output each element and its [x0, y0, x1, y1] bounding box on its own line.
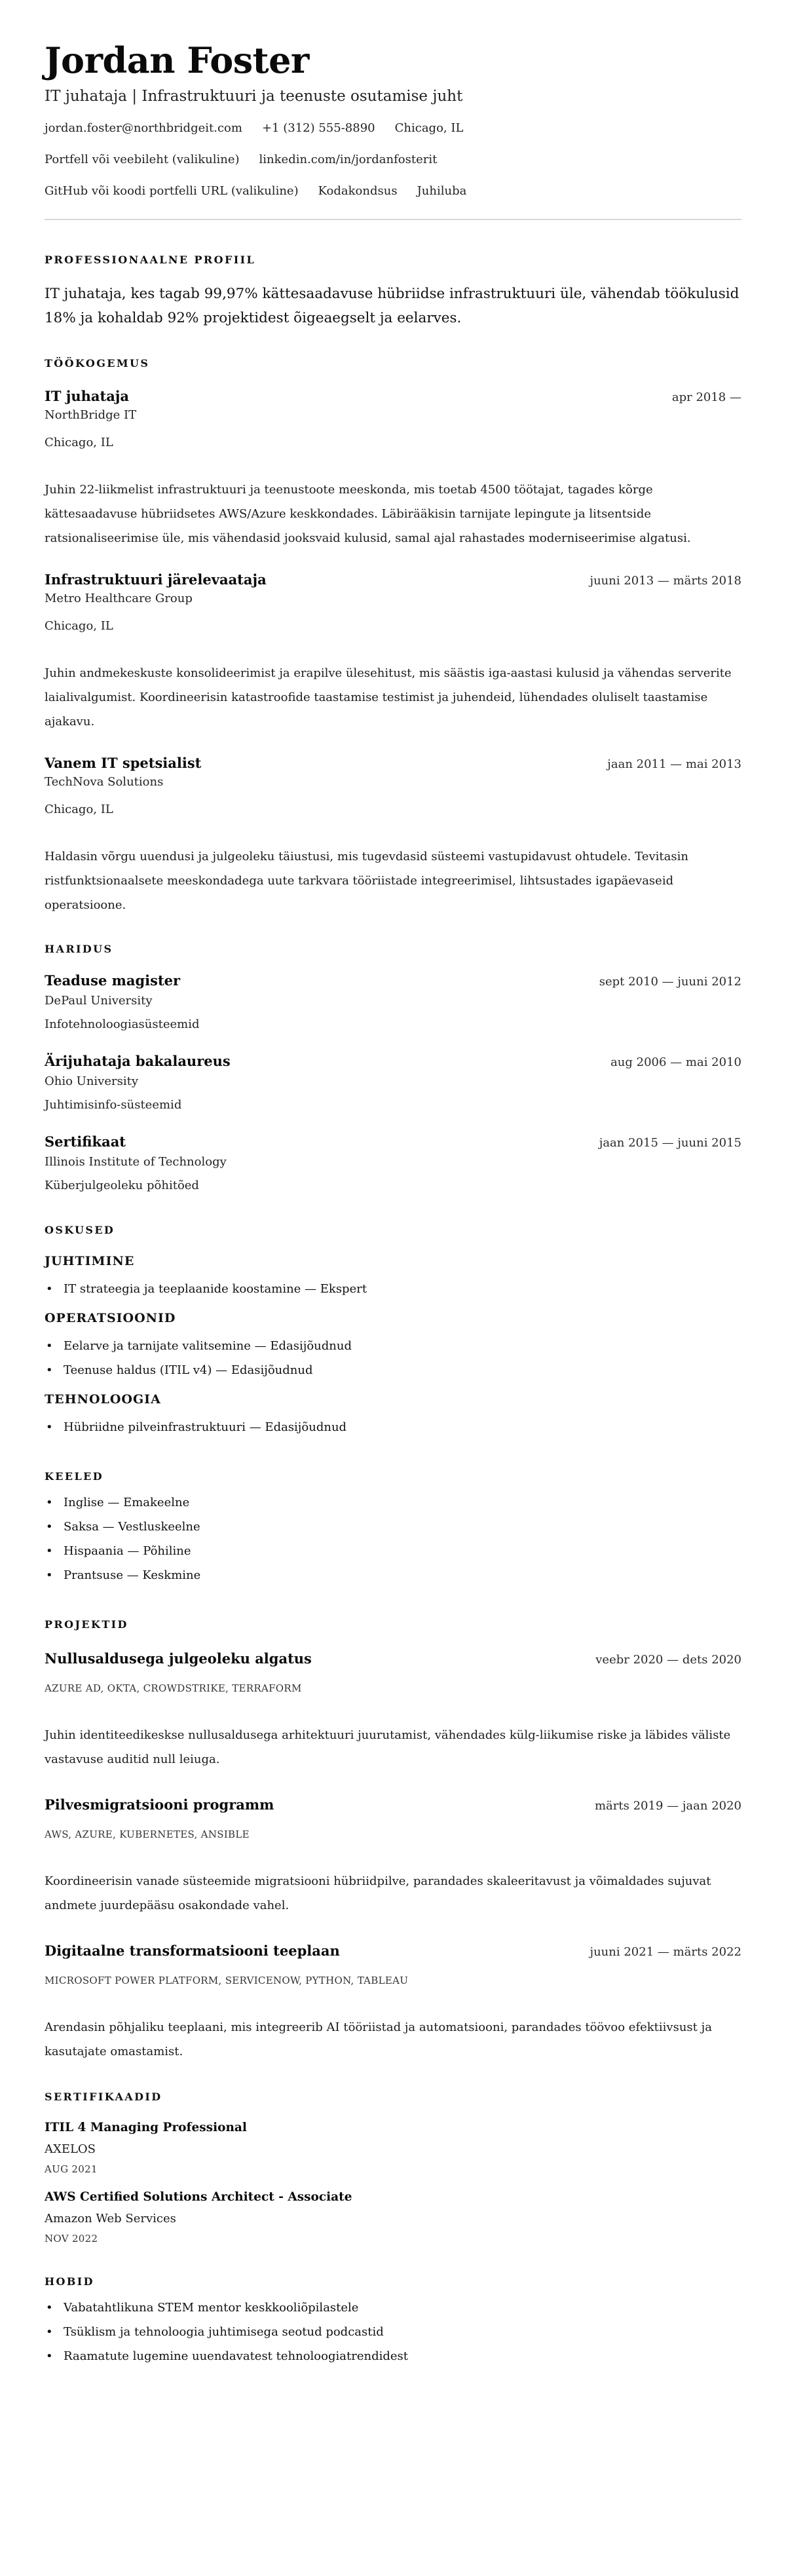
hobby-list [45, 2296, 741, 2368]
project-name: Pilvesmigratsiooni programm [45, 1796, 274, 1813]
job-location: Chicago, IL [45, 803, 113, 816]
skill-item: • Hübriidne pilveinfrastruktuuri — Edasijõudnud [45, 1415, 741, 1439]
language-list [45, 1490, 741, 1587]
field-of-study: Küberjulgeoleku põhitõed [45, 1179, 199, 1192]
job-description: Juhin andmekeskuste konsolideerimist ja erapilve ülesehitust, mis säästis iga-aastasi kulusid ja vähendas serverite laialivalgumist. Koordineerisin katastroofide taastamise testimist ja juhendeid, lühendades oluliselt taastamise ajakavu. [45, 666, 732, 729]
school-name: DePaul University [45, 994, 153, 1008]
job-location: Chicago, IL [45, 619, 113, 633]
project-entry [45, 1795, 741, 1918]
field-of-study: Infotehnoloogiasüsteemid [45, 1017, 200, 1031]
skill-group [45, 1252, 741, 1301]
certification-date: AUG 2021 [45, 2163, 98, 2175]
contact-location: Chicago, IL [394, 121, 464, 135]
contact-citizenship: Kodakondsus [318, 184, 398, 198]
job-title: Infrastruktuuri järelevaataja [45, 571, 267, 588]
degree-title: Ärijuhataja bakalaureus [45, 1053, 231, 1069]
degree-title: Sertifikaat [45, 1133, 126, 1150]
project-tech-stack: MICROSOFT POWER PLATFORM, SERVICENOW, PYTHON, TABLEAU [45, 1975, 409, 1986]
skill-group-title: JUHTIMINE [45, 1254, 135, 1268]
experience-section [45, 356, 741, 917]
project-name: Nullusaldusega julgeoleku algatus [45, 1650, 312, 1667]
school-name: Ohio University [45, 1074, 139, 1088]
language-item: • Inglise — Emakeelne [45, 1490, 741, 1515]
contact-linkedin[interactable]: linkedin.com/in/jordanfosterit [259, 153, 438, 166]
project-dates: märts 2019 — jaan 2020 [594, 1799, 741, 1813]
skill-item: • IT strateegia ja teeplaanide koostamine — Ekspert [45, 1277, 741, 1301]
hobby-item: • Vabatahtlikuna STEM mentor keskkooliõpilastele [45, 2296, 741, 2320]
job-description: Haldasin võrgu uuendusi ja julgeoleku täiustusi, mis tugevdasid süsteemi vastupidavust ohtudele. Tevitasin ristfunktsionaalsete meeskondadega uute tarkvara tööriistade integreerimisel, lihtsustades igapäevaseid operatsioone. [45, 850, 688, 912]
job-location: Chicago, IL [45, 436, 113, 449]
project-tech-stack: AZURE AD, OKTA, CROWDSTRIKE, TERRAFORM [45, 1682, 302, 1694]
resume-header [45, 37, 741, 220]
job-company: Metro Healthcare Group [45, 592, 193, 605]
certification-name: ITIL 4 Managing Professional [45, 2121, 247, 2134]
hobby-item: • Raamatute lugemine uuendavatest tehnoloogiatrendidest [45, 2344, 741, 2368]
project-dates: veebr 2020 — dets 2020 [595, 1653, 741, 1667]
section-title: TÖÖKOGEMUS [45, 357, 150, 369]
project-entry [45, 1649, 741, 1771]
skill-item: • Eelarve ja tarnijate valitsemine — Edasijõudnud [45, 1334, 741, 1358]
job-dates: apr 2018 — [671, 390, 741, 404]
skill-group [45, 1309, 741, 1382]
job-title: IT juhataja [45, 388, 130, 404]
contact-phone[interactable]: +1 (312) 555-8890 [261, 121, 375, 135]
contact-row [45, 121, 741, 136]
skill-list [45, 1334, 741, 1382]
certification-name: AWS Certified Solutions Architect - Associate [45, 2190, 352, 2204]
section-title: KEELED [45, 1470, 104, 1483]
profile-summary: IT juhataja, kes tagab 99,97% kättesaadavuse hübriidse infrastruktuuri üle, vähendab töökulusid 18% ja kohaldab 92% projektidest õigeaegselt ja eelarves. [45, 286, 739, 326]
contact-row [45, 183, 741, 199]
contact-portfolio[interactable]: Portfell või veebileht (valikuline) [45, 153, 240, 166]
job-entry [45, 570, 741, 734]
education-entry [45, 1051, 741, 1114]
school-name: Illinois Institute of Technology [45, 1155, 227, 1169]
certification-entry [45, 2119, 741, 2176]
degree-title: Teaduse magister [45, 972, 181, 989]
contact-info [45, 121, 741, 199]
skill-list [45, 1277, 741, 1301]
contact-github[interactable]: GitHub või koodi portfelli URL (valikuline) [45, 184, 299, 198]
candidate-headline: IT juhataja | Infrastruktuuri ja teenuste osutamise juht [45, 88, 463, 105]
section-title: HARIDUS [45, 943, 113, 955]
education-entry [45, 971, 741, 1033]
candidate-name: Jordan Foster [45, 39, 309, 81]
header-divider [45, 219, 741, 220]
project-entry [45, 1941, 741, 2064]
project-description: Koordineerisin vanade süsteemide migratsiooni hübriidpilve, parandades skaleeritavust ja võimaldades sujuvat andmete juurdepääsu osakondade vahel. [45, 1874, 711, 1912]
hobbies-section [45, 2275, 741, 2368]
contact-email[interactable]: jordan.foster@northbridgeit.com [45, 121, 242, 135]
education-entry [45, 1132, 741, 1194]
project-name: Digitaalne transformatsiooni teeplaan [45, 1942, 340, 1959]
skill-item: • Teenuse haldus (ITIL v4) — Edasijõudnud [45, 1358, 741, 1382]
job-title: Vanem IT spetsialist [45, 755, 202, 771]
skill-group-title: OPERATSIOONID [45, 1311, 176, 1325]
contact-row [45, 152, 741, 168]
certification-date: NOV 2022 [45, 2233, 98, 2245]
education-dates: jaan 2015 — juuni 2015 [599, 1136, 741, 1150]
contact-drivers-license: Juhiluba [417, 184, 467, 198]
section-title: PROJEKTID [45, 1618, 128, 1631]
job-company: NorthBridge IT [45, 408, 137, 422]
certification-issuer: Amazon Web Services [45, 2212, 176, 2226]
job-description: Juhin 22-liikmelist infrastruktuuri ja teenustoote meeskonda, mis toetab 4500 töötajat, tagades kõrge kättesaadavuse hübriidsetes AWS/Azure keskkondades. Läbirääkisin tarnijate lepingute ja litsentside ratsionaliseerimise üle, mis vähendasid jooksvaid kulusid, samal ajal rahastades moderniseerimise algatusi. [45, 483, 691, 545]
job-dates: jaan 2011 — mai 2013 [607, 757, 741, 771]
project-description: Juhin identiteedikeskse nullusaldusega arhitektuuri juurutamist, vähendades külg-liikumise riske ja läbides väliste vastavuse auditid null leiuga. [45, 1728, 731, 1766]
languages-section [45, 1469, 741, 1587]
section-title: HOBID [45, 2275, 94, 2288]
language-item: • Saksa — Vestluskeelne [45, 1515, 741, 1539]
section-title: PROFESSIONAALNE PROFIIL [45, 254, 256, 266]
skill-list [45, 1415, 741, 1439]
skill-group-title: TEHNOLOOGIA [45, 1392, 161, 1407]
education-dates: sept 2010 — juuni 2012 [599, 975, 741, 989]
project-tech-stack: AWS, AZURE, KUBERNETES, ANSIBLE [45, 1828, 250, 1840]
job-entry [45, 387, 741, 550]
field-of-study: Juhtimisinfo-süsteemid [45, 1098, 182, 1112]
project-description: Arendasin põhjaliku teeplaani, mis integreerib AI tööriistad ja automatsiooni, parandades töövoo efektiivsust ja kasutajate omastamist. [45, 2020, 712, 2058]
projects-section [45, 1618, 741, 2064]
hobby-item: • Tsüklism ja tehnoloogia juhtimisega seotud podcastid [45, 2320, 741, 2344]
profile-section [45, 253, 741, 330]
job-entry [45, 753, 741, 917]
skill-group [45, 1390, 741, 1439]
section-title: OSKUSED [45, 1224, 115, 1236]
project-dates: juuni 2021 — märts 2022 [590, 1945, 741, 1959]
language-item: • Hispaania — Põhiline [45, 1539, 741, 1563]
certification-entry [45, 2188, 741, 2246]
section-title: SERTIFIKAADID [45, 2091, 162, 2103]
certification-issuer: AXELOS [45, 2142, 96, 2156]
job-dates: juuni 2013 — märts 2018 [590, 574, 741, 588]
education-dates: aug 2006 — mai 2010 [610, 1055, 741, 1069]
skills-section [45, 1223, 741, 1439]
certifications-section [45, 2090, 741, 2246]
job-company: TechNova Solutions [45, 775, 164, 789]
language-item: • Prantsuse — Keskmine [45, 1563, 741, 1587]
education-section [45, 942, 741, 1194]
